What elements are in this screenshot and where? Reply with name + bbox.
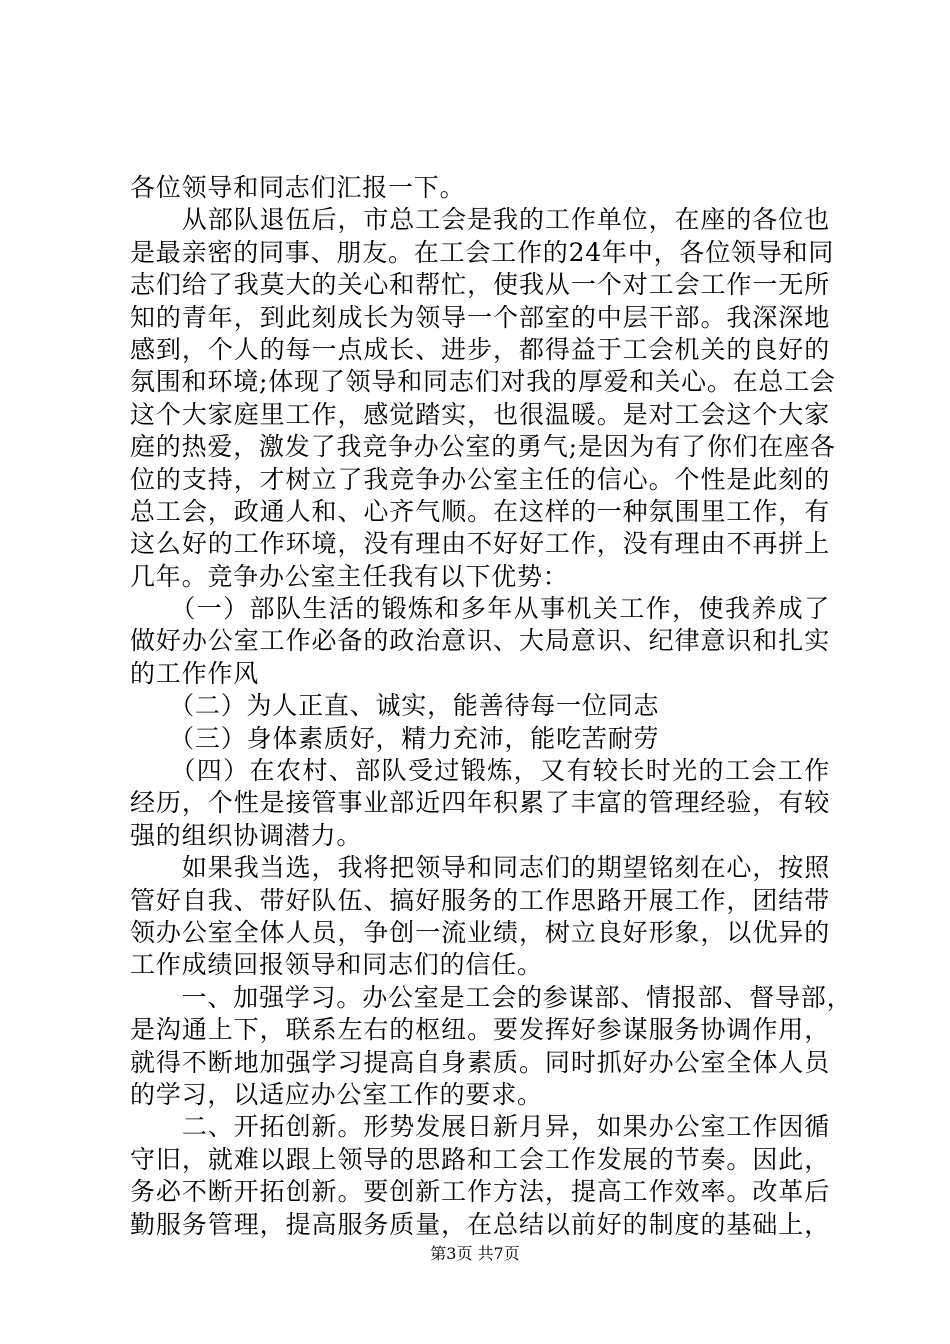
text-line: 经历，个性是接管事业部近四年积累了丰富的管理经验，有较	[130, 788, 830, 818]
text-line: 领办公室全体人员，争创一流业绩，树立良好形象，以优异的	[130, 917, 830, 947]
text-line: 氛围和环境;体现了领导和同志们对我的厚爱和关心。在总工会	[130, 367, 836, 397]
text-line: 做好办公室工作必备的政治意识、大局意识、纪律意识和扎实	[130, 626, 830, 656]
text-line: 勤服务管理，提高服务质量，在总结以前好的制度的基础上，	[130, 1209, 830, 1239]
text-line: 的学习，以适应办公室工作的要求。	[130, 1079, 543, 1109]
text-line: 各位领导和同志们汇报一下。	[130, 173, 466, 202]
text-line: 从部队退伍后，市总工会是我的工作单位，在座的各位也	[130, 205, 830, 235]
text-line: 二、开拓创新。形势发展日新月异，如果办公室工作因循	[130, 1112, 830, 1142]
text-line: 守旧，就难以跟上领导的思路和工会工作发展的节奏。因此，	[130, 1144, 830, 1174]
text-line: 庭的热爱，激发了我竞争办公室的勇气;是因为有了你们在座各	[130, 432, 836, 462]
text-line: 务必不断开拓创新。要创新工作方法，提高工作效率。改革后	[130, 1177, 830, 1207]
text-line: （一）部队生活的锻炼和多年从事机关工作，使我养成了	[130, 594, 830, 624]
text-line: 强的组织协调潜力。	[130, 820, 363, 850]
text-line: 几年。竞争办公室主任我有以下优势：	[130, 561, 569, 591]
text-line: 位的支持，才树立了我竞争办公室主任的信心。个性是此刻的	[130, 464, 830, 494]
text-line: 感到，个人的每一点成长、进步，都得益于工会机关的良好的	[130, 334, 830, 364]
page-footer: 第3页 共7页	[430, 1244, 520, 1263]
text-line: 工作成绩回报领导和同志们的信任。	[130, 950, 543, 980]
body-text	[130, 172, 853, 1241]
text-line: 知的青年，到此刻成长为领导一个部室的中层干部。我深深地	[130, 302, 830, 332]
text-line: 是最亲密的同事、朋友。在工会工作的24年中，各位领导和同	[130, 237, 835, 267]
text-line: 总工会，政通人和、心齐气顺。在这样的一种氛围里工作，有	[130, 496, 830, 526]
text-line: 管好自我、带好队伍、搞好服务的工作思路开展工作，团结带	[130, 885, 830, 915]
text-line: 如果我当选，我将把领导和同志们的期望铭刻在心，按照	[130, 853, 830, 883]
text-line: 这么好的工作环境，没有理由不好好工作，没有理由不再拼上	[130, 529, 830, 559]
text-line: 的工作作风	[130, 658, 260, 688]
text-line: （四）在农村、部队受过锻炼，又有较长时光的工会工作	[130, 756, 830, 786]
text-line: 一、加强学习。办公室是工会的参谋部、情报部、督导部，	[130, 982, 853, 1012]
text-line: 志们给了我莫大的关心和帮忙，使我从一个对工会工作一无所	[130, 270, 830, 300]
text-line: （三）身体素质好，精力充沛，能吃苦耐劳	[130, 723, 660, 753]
text-line: 这个大家庭里工作，感觉踏实，也很温暖。是对工会这个大家	[130, 399, 830, 429]
text-line: （二）为人正直、诚实，能善待每一位同志	[130, 691, 660, 721]
text-line: 是沟通上下，联系左右的枢纽。要发挥好参谋服务协调作用，	[130, 1015, 830, 1045]
text-line: 就得不断地加强学习提高自身素质。同时抓好办公室全体人员	[130, 1047, 830, 1077]
